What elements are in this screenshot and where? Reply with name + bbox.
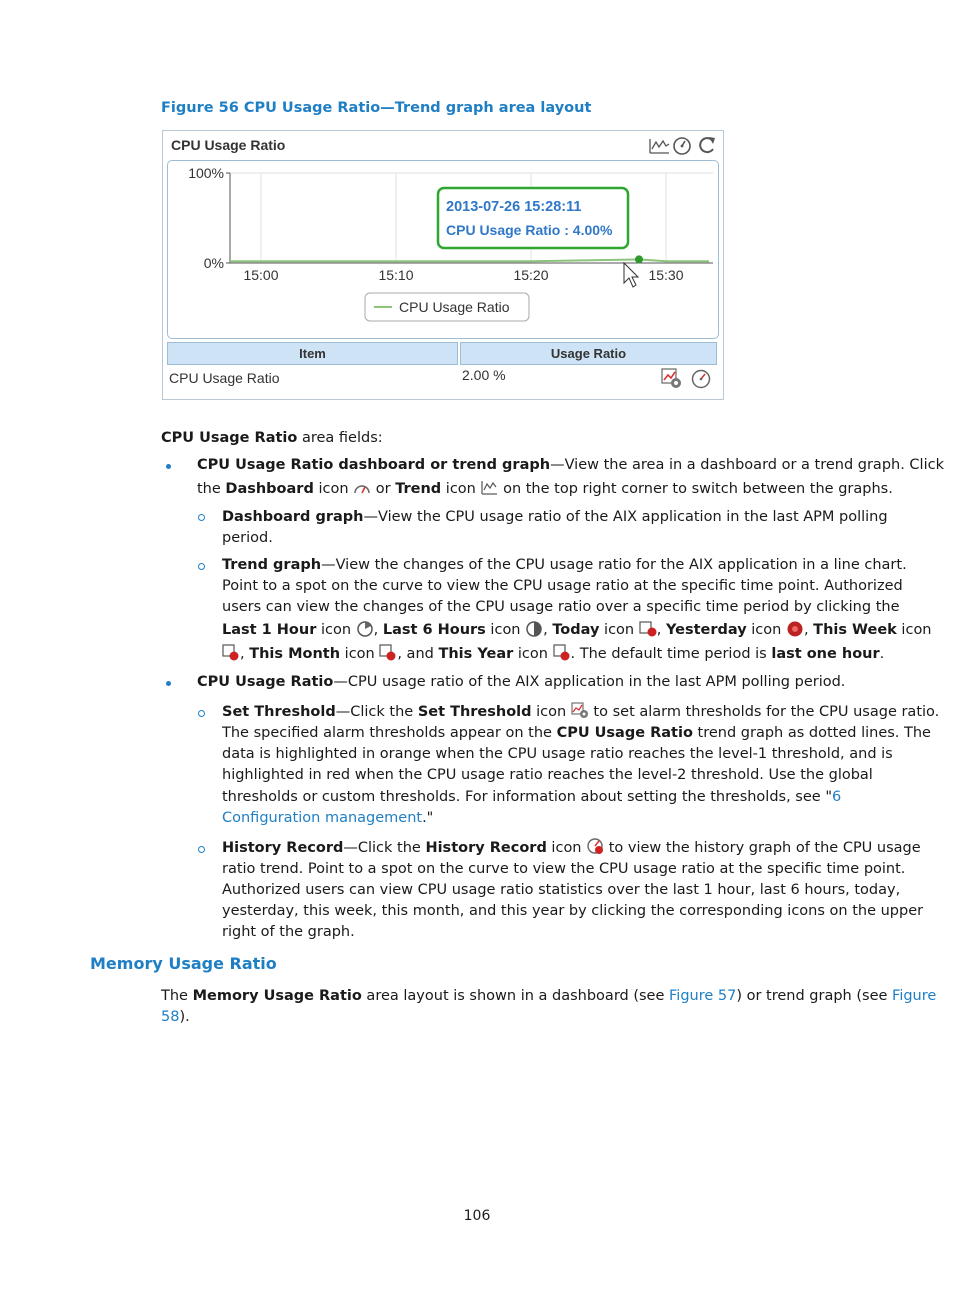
set-threshold-icon[interactable] bbox=[661, 368, 683, 390]
bullet-trend-graph: CPU Usage Ratio dashboard or trend graph—View the area in a dashboard or a trend graph. Click bbox=[197, 457, 944, 473]
table-header-ratio: Usage Ratio bbox=[460, 342, 717, 365]
this-week-icon bbox=[222, 644, 240, 661]
page-number: 106 bbox=[463, 1208, 491, 1224]
cpu-usage-panel bbox=[162, 130, 724, 400]
config-management-link[interactable]: Configuration management bbox=[222, 810, 423, 826]
this-month-icon bbox=[379, 644, 397, 661]
trend-icon[interactable] bbox=[650, 139, 669, 153]
chart-tooltip bbox=[438, 188, 628, 248]
panel-toolbar bbox=[647, 135, 719, 157]
sub-bullet-marker bbox=[198, 846, 205, 853]
mouse-cursor-icon bbox=[624, 263, 638, 287]
figure-caption: Figure 56 CPU Usage Ratio—Trend graph area layout bbox=[161, 100, 592, 116]
history-record-icon bbox=[586, 838, 604, 855]
trend-graph[interactable] bbox=[167, 160, 719, 339]
figure-58-link[interactable]: Figure bbox=[892, 988, 937, 1004]
section-heading-memory-usage-ratio: Memory Usage Ratio bbox=[90, 954, 277, 973]
y-tick-label: 100% bbox=[188, 165, 224, 181]
x-tick-label: 15:00 bbox=[243, 267, 279, 283]
panel-title: CPU Usage Ratio bbox=[171, 137, 286, 153]
legend-label: CPU Usage Ratio bbox=[399, 299, 510, 315]
refresh-icon[interactable] bbox=[700, 137, 715, 152]
figure-57-link[interactable]: Figure 57 bbox=[669, 988, 737, 1004]
today-icon bbox=[639, 620, 657, 637]
last-6-hours-icon bbox=[525, 620, 543, 637]
table-cell-item: CPU Usage Ratio bbox=[169, 370, 280, 386]
x-tick-label: 15:30 bbox=[648, 267, 684, 283]
chart-legend[interactable] bbox=[365, 293, 529, 321]
sub-trend-graph-line5: , This Month icon , and This Year icon . The default time period is last one hour. bbox=[222, 644, 884, 665]
sub-history-record-line3: Authorized users can view CPU usage ratio statistics over the last 1 hour, last 6 hours, today, bbox=[222, 882, 901, 898]
sub-trend-graph-line3: users can view the changes of the CPU usage ratio over a specific time period by clicking the bbox=[222, 599, 900, 615]
sub-trend-graph-line2: Point to a spot on the curve to view the CPU usage ratio at the specific time point. Authorized bbox=[222, 578, 903, 594]
config-management-link[interactable]: 6 bbox=[831, 789, 842, 805]
dashboard-icon bbox=[353, 479, 371, 496]
tooltip-value: CPU Usage Ratio : 4.00% bbox=[446, 222, 613, 238]
tooltip-time: 2013-07-26 15:28:11 bbox=[446, 199, 582, 215]
table-cell-ratio: 2.00 % bbox=[462, 367, 506, 383]
sub-trend-graph-line4: Last 1 Hour icon , Last 6 Hours icon , Today icon , Yesterday icon , This Week icon bbox=[222, 622, 932, 638]
last-1-hour-icon bbox=[356, 620, 374, 637]
sub-dashboard-graph-line2: period. bbox=[222, 530, 273, 546]
sub-set-threshold-line5: thresholds or custom thresholds. For information about setting the thresholds, see "6 bbox=[222, 789, 842, 805]
sub-history-record-line5: right of the graph. bbox=[222, 924, 355, 940]
sub-dashboard-graph: Dashboard graph—View the CPU usage ratio of the AIX application in the last APM polling bbox=[222, 509, 888, 525]
history-record-icon[interactable] bbox=[691, 369, 711, 389]
x-tick-label: 15:10 bbox=[378, 267, 414, 283]
sub-set-threshold-line4: highlighted in red when the CPU usage ratio reaches the level-2 threshold. Use the global bbox=[222, 767, 873, 783]
dashboard-icon[interactable] bbox=[674, 138, 690, 154]
bullet-trend-graph-line2: the Dashboard icon or Trend icon on the top right corner to switch between the graphs. bbox=[197, 481, 893, 497]
memory-paragraph: The Memory Usage Ratio area layout is shown in a dashboard (see Figure 57) or trend graph (see Figure bbox=[161, 988, 937, 1004]
y-tick-label: 0% bbox=[203, 255, 224, 271]
sub-bullet-marker bbox=[198, 514, 205, 521]
bullet-marker bbox=[166, 681, 171, 686]
area-fields-intro: CPU Usage Ratio area fields: bbox=[161, 430, 383, 446]
sub-history-record-line4: yesterday, this week, this month, and this year by clicking the corresponding icons on the upper bbox=[222, 903, 924, 919]
sub-set-threshold-line2: The specified alarm thresholds appear on the CPU Usage Ratio trend graph as dotted lines. The bbox=[222, 725, 931, 741]
set-threshold-icon bbox=[571, 702, 589, 719]
sub-history-record-line2: ratio trend. Point to a spot on the curve to view the CPU usage ratio at the specific time point. bbox=[222, 861, 906, 877]
sub-set-threshold-line6: Configuration management." bbox=[222, 810, 434, 826]
sub-history-record: History Record—Click the History Record icon to view the history graph of the CPU usage bbox=[222, 840, 921, 856]
sub-trend-graph: Trend graph—View the changes of the CPU usage ratio for the AIX application in a line chart. bbox=[222, 557, 907, 573]
figure-58-link[interactable]: 58 bbox=[161, 1009, 180, 1025]
table-header-item: Item bbox=[167, 342, 458, 365]
yesterday-icon bbox=[786, 620, 804, 637]
x-tick-label: 15:20 bbox=[513, 267, 549, 283]
sub-bullet-marker bbox=[198, 563, 205, 570]
sub-bullet-marker bbox=[198, 710, 205, 717]
bullet-cpu-usage-ratio: CPU Usage Ratio—CPU usage ratio of the AIX application in the last APM polling period. bbox=[197, 674, 846, 690]
memory-paragraph-line2: 58). bbox=[161, 1009, 190, 1025]
trend-chart bbox=[168, 161, 718, 338]
this-year-icon bbox=[553, 644, 571, 661]
bullet-marker bbox=[166, 464, 171, 469]
sub-set-threshold: Set Threshold—Click the Set Threshold icon to set alarm thresholds for the CPU usage ratio. bbox=[222, 704, 940, 720]
highlighted-data-point bbox=[635, 255, 643, 263]
sub-set-threshold-line3: data is highlighted in orange when the CPU usage ratio reaches the level-1 threshold, and is bbox=[222, 746, 893, 762]
trend-icon bbox=[480, 479, 498, 496]
